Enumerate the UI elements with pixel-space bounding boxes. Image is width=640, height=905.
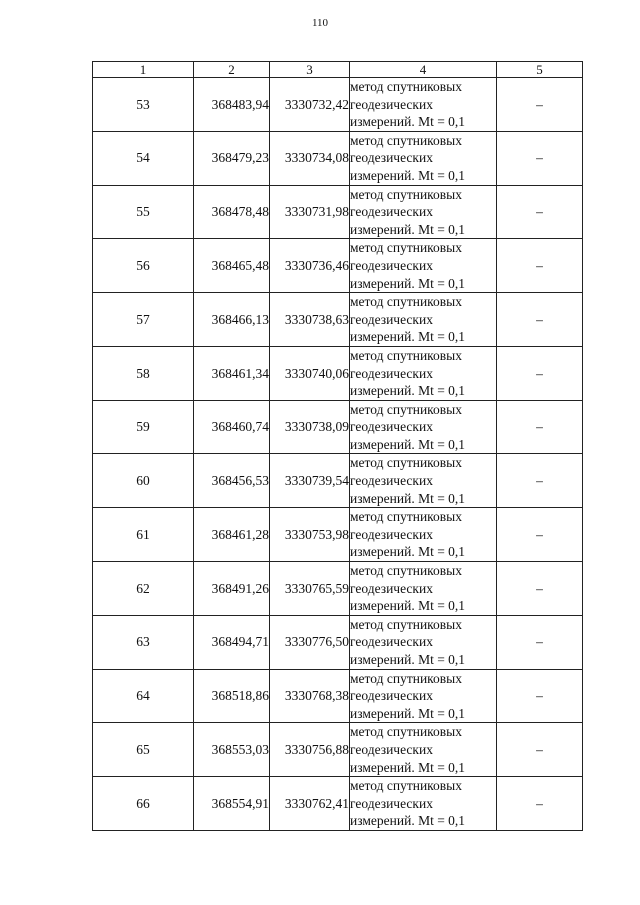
point-number-cell: 53: [93, 78, 194, 132]
y-coordinate-cell: 3330753,98: [270, 508, 350, 562]
table-row: [93, 185, 583, 239]
point-number-cell: 66: [93, 777, 194, 831]
method-line: измерений. Mt = 0,1: [350, 436, 466, 452]
method-cell: [350, 454, 497, 508]
method-line: метод спутниковых: [350, 132, 462, 148]
method-cell: [350, 669, 497, 723]
column-header-3: 3: [270, 62, 350, 78]
method-line: измерений. Mt = 0,1: [350, 221, 466, 237]
point-number-cell: 54: [93, 131, 194, 185]
note-cell: –: [497, 400, 583, 454]
note-cell: –: [497, 239, 583, 293]
y-coordinate-cell: 3330739,54: [270, 454, 350, 508]
method-line: метод спутниковых: [350, 240, 462, 256]
method-line: метод спутниковых: [350, 186, 462, 202]
table-header-row: [93, 62, 583, 78]
table-row: [93, 346, 583, 400]
point-number-cell: 58: [93, 346, 194, 400]
method-line: измерений. Mt = 0,1: [350, 705, 466, 721]
point-number-cell: 57: [93, 293, 194, 347]
method-cell: [350, 615, 497, 669]
method-cell: [350, 562, 497, 616]
method-cell: [350, 508, 497, 562]
method-line: метод спутниковых: [350, 79, 462, 94]
point-number-cell: 63: [93, 615, 194, 669]
method-line: геодезических: [350, 741, 433, 757]
method-line: измерений. Mt = 0,1: [350, 598, 466, 614]
note-cell: –: [497, 454, 583, 508]
method-line: измерений. Mt = 0,1: [350, 813, 466, 829]
x-coordinate-cell: 368466,13: [194, 293, 270, 347]
method-cell: [350, 400, 497, 454]
note-cell: –: [497, 562, 583, 616]
method-line: измерений. Mt = 0,1: [350, 275, 466, 291]
table-row: [93, 454, 583, 508]
x-coordinate-cell: 368554,91: [194, 777, 270, 831]
y-coordinate-cell: 3330762,41: [270, 777, 350, 831]
method-line: метод спутниковых: [350, 563, 462, 579]
table-row: [93, 131, 583, 185]
method-line: геодезических: [350, 526, 433, 542]
method-cell: [350, 723, 497, 777]
y-coordinate-cell: 3330734,08: [270, 131, 350, 185]
method-line: метод спутниковых: [350, 724, 462, 740]
method-line: геодезических: [350, 365, 433, 381]
y-coordinate-cell: 3330731,98: [270, 185, 350, 239]
y-coordinate-cell: 3330738,09: [270, 400, 350, 454]
y-coordinate-cell: 3330732,42: [270, 78, 350, 132]
method-line: измерений. Mt = 0,1: [350, 652, 466, 667]
method-line: метод спутниковых: [350, 347, 462, 363]
method-line: измерений. Mt = 0,1: [350, 383, 466, 399]
method-line: геодезических: [350, 311, 433, 327]
x-coordinate-cell: 368465,48: [194, 239, 270, 293]
method-line: измерений. Mt = 0,1: [350, 490, 466, 506]
point-number-cell: 61: [93, 508, 194, 562]
table-row: [93, 400, 583, 454]
note-cell: –: [497, 508, 583, 562]
note-cell: –: [497, 346, 583, 400]
table-row: [93, 239, 583, 293]
method-line: геодезических: [350, 473, 433, 489]
method-line: геодезических: [350, 795, 433, 811]
method-line: геодезических: [350, 257, 433, 273]
y-coordinate-cell: 3330736,46: [270, 239, 350, 293]
method-cell: [350, 346, 497, 400]
x-coordinate-cell: 368479,23: [194, 131, 270, 185]
method-cell: [350, 131, 497, 185]
method-line: метод спутниковых: [350, 670, 462, 686]
method-line: метод спутниковых: [350, 294, 462, 310]
method-line: метод спутниковых: [350, 509, 462, 525]
note-cell: –: [497, 293, 583, 347]
note-cell: –: [497, 131, 583, 185]
x-coordinate-cell: 368478,48: [194, 185, 270, 239]
x-coordinate-cell: 368491,26: [194, 562, 270, 616]
x-coordinate-cell: 368518,86: [194, 669, 270, 723]
y-coordinate-cell: 3330765,59: [270, 562, 350, 616]
table-row: [93, 723, 583, 777]
column-header-4: 4: [350, 62, 497, 78]
table-row: [93, 508, 583, 562]
point-number-cell: 56: [93, 239, 194, 293]
note-cell: –: [497, 78, 583, 132]
point-number-cell: 65: [93, 723, 194, 777]
method-line: метод спутниковых: [350, 455, 462, 471]
x-coordinate-cell: 368461,34: [194, 346, 270, 400]
table-row: [93, 669, 583, 723]
y-coordinate-cell: 3330756,88: [270, 723, 350, 777]
method-line: геодезических: [350, 688, 433, 704]
page-number: 110: [311, 17, 329, 29]
point-number-cell: 60: [93, 454, 194, 508]
method-line: геодезических: [350, 634, 433, 650]
point-number-cell: 64: [93, 669, 194, 723]
method-cell: [350, 78, 497, 132]
method-line: измерений. Mt = 0,1: [350, 544, 466, 560]
method-line: измерений. Mt = 0,1: [350, 329, 466, 345]
method-line: геодезических: [350, 96, 433, 112]
method-line: измерений. Mt = 0,1: [350, 759, 466, 775]
method-cell: [350, 293, 497, 347]
table-row: [93, 293, 583, 347]
method-cell: [350, 185, 497, 239]
note-cell: –: [497, 615, 583, 669]
point-number-cell: 59: [93, 400, 194, 454]
note-cell: –: [497, 723, 583, 777]
note-cell: –: [497, 777, 583, 831]
method-line: измерений. Mt = 0,1: [350, 167, 466, 183]
table-row: [93, 615, 583, 669]
method-line: геодезических: [350, 580, 433, 596]
table-row: [93, 78, 583, 132]
column-header-1: 1: [93, 62, 194, 78]
x-coordinate-cell: 368461,28: [194, 508, 270, 562]
y-coordinate-cell: 3330776,50: [270, 615, 350, 669]
method-line: геодезических: [350, 150, 433, 166]
x-coordinate-cell: 368456,53: [194, 454, 270, 508]
method-cell: [350, 777, 497, 831]
point-number-cell: 62: [93, 562, 194, 616]
table-body: [93, 78, 583, 831]
method-line: метод спутниковых: [350, 401, 462, 417]
table-row: [93, 777, 583, 831]
point-number-cell: 55: [93, 185, 194, 239]
y-coordinate-cell: 3330768,38: [270, 669, 350, 723]
method-line: метод спутниковых: [350, 616, 462, 632]
x-coordinate-cell: 368483,94: [194, 78, 270, 132]
column-header-2: 2: [194, 62, 270, 78]
note-cell: –: [497, 669, 583, 723]
x-coordinate-cell: 368553,03: [194, 723, 270, 777]
method-cell: [350, 239, 497, 293]
note-cell: –: [497, 185, 583, 239]
x-coordinate-cell: 368460,74: [194, 400, 270, 454]
x-coordinate-cell: 368494,71: [194, 615, 270, 669]
coordinates-table: [92, 61, 583, 831]
y-coordinate-cell: 3330740,06: [270, 346, 350, 400]
method-line: геодезических: [350, 419, 433, 435]
y-coordinate-cell: 3330738,63: [270, 293, 350, 347]
method-line: измерений. Mt = 0,1: [350, 114, 466, 130]
column-header-5: 5: [497, 62, 583, 78]
method-line: геодезических: [350, 204, 433, 220]
table-row: [93, 562, 583, 616]
method-line: метод спутниковых: [350, 778, 462, 794]
